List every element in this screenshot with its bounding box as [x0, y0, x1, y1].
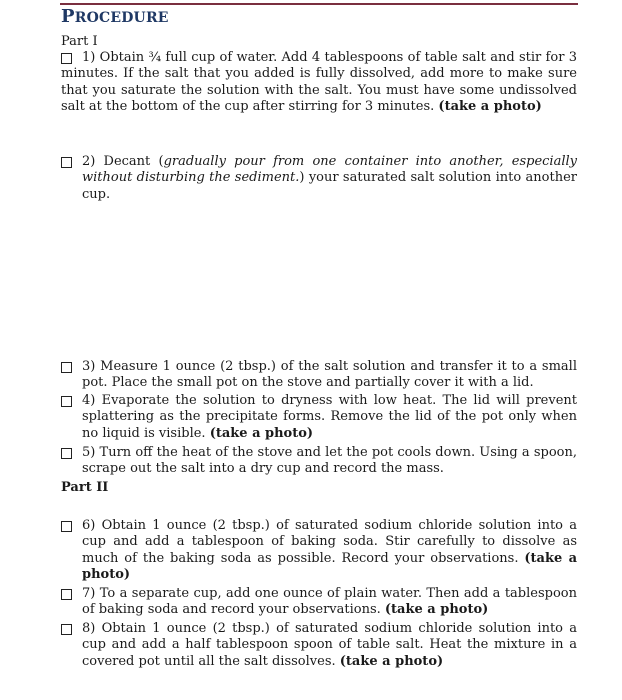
step-5: 5) Turn off the heat of the stove and let the pot cools down. Using a spoon, scrape out the salt into a dry cup and record the mass.: [61, 445, 577, 478]
part-2-label: Part II: [61, 480, 109, 495]
step-6: 6) Obtain 1 ounce (2 tbsp.) of saturated sodium chloride solution into a cup and add a tablespoon of baking soda. Stir carefully to dissolve as much of the baking soda as possible. Record your observations. (take a photo): [61, 518, 577, 583]
part-1-label: Part I: [61, 34, 98, 49]
checkbox-icon[interactable]: [61, 521, 72, 532]
step-3: 3) Measure 1 ounce (2 tbsp.) of the salt solution and transfer it to a small pot. Place the small pot on the stove and partially cover it with a lid.: [61, 359, 577, 392]
step-2: 2) Decant (gradually pour from one container into another, especially without disturbing the sediment.) your saturated salt solution into another cup.: [61, 154, 577, 203]
checkbox-icon[interactable]: [61, 396, 72, 407]
checkbox-icon[interactable]: [61, 624, 72, 635]
checkbox-icon[interactable]: [61, 362, 72, 373]
step-1: 1) Obtain ¾ full cup of water. Add 4 tablespoons of table salt and stir for 3 minutes. If the salt that you added is fully dissolved, add more to make sure that you saturate the solution with the salt. You must have some undissolved salt at the bottom of the cup after stirring for 3 minutes. (take a photo): [61, 50, 577, 114]
section-heading: PROCEDURE: [61, 6, 169, 27]
checkbox-icon[interactable]: [61, 157, 72, 168]
checkbox-icon[interactable]: [61, 53, 72, 64]
checkbox-icon[interactable]: [61, 448, 72, 459]
step-7: 7) To a separate cup, add one ounce of plain water. Then add a tablespoon of baking soda and record your observations. (take a photo): [61, 586, 577, 619]
step-8: 8) Obtain 1 ounce (2 tbsp.) of saturated sodium chloride solution into a cup and add a half tablespoon spoon of table salt. Heat the mixture in a covered pot until all the salt dissolves. (take a photo): [61, 621, 577, 670]
step-4: 4) Evaporate the solution to dryness with low heat. The lid will prevent splattering as the precipitate forms. Remove the lid of the pot only when no liquid is visible. (take a photo): [61, 393, 577, 442]
top-rule: [60, 3, 578, 5]
checkbox-icon[interactable]: [61, 589, 72, 600]
